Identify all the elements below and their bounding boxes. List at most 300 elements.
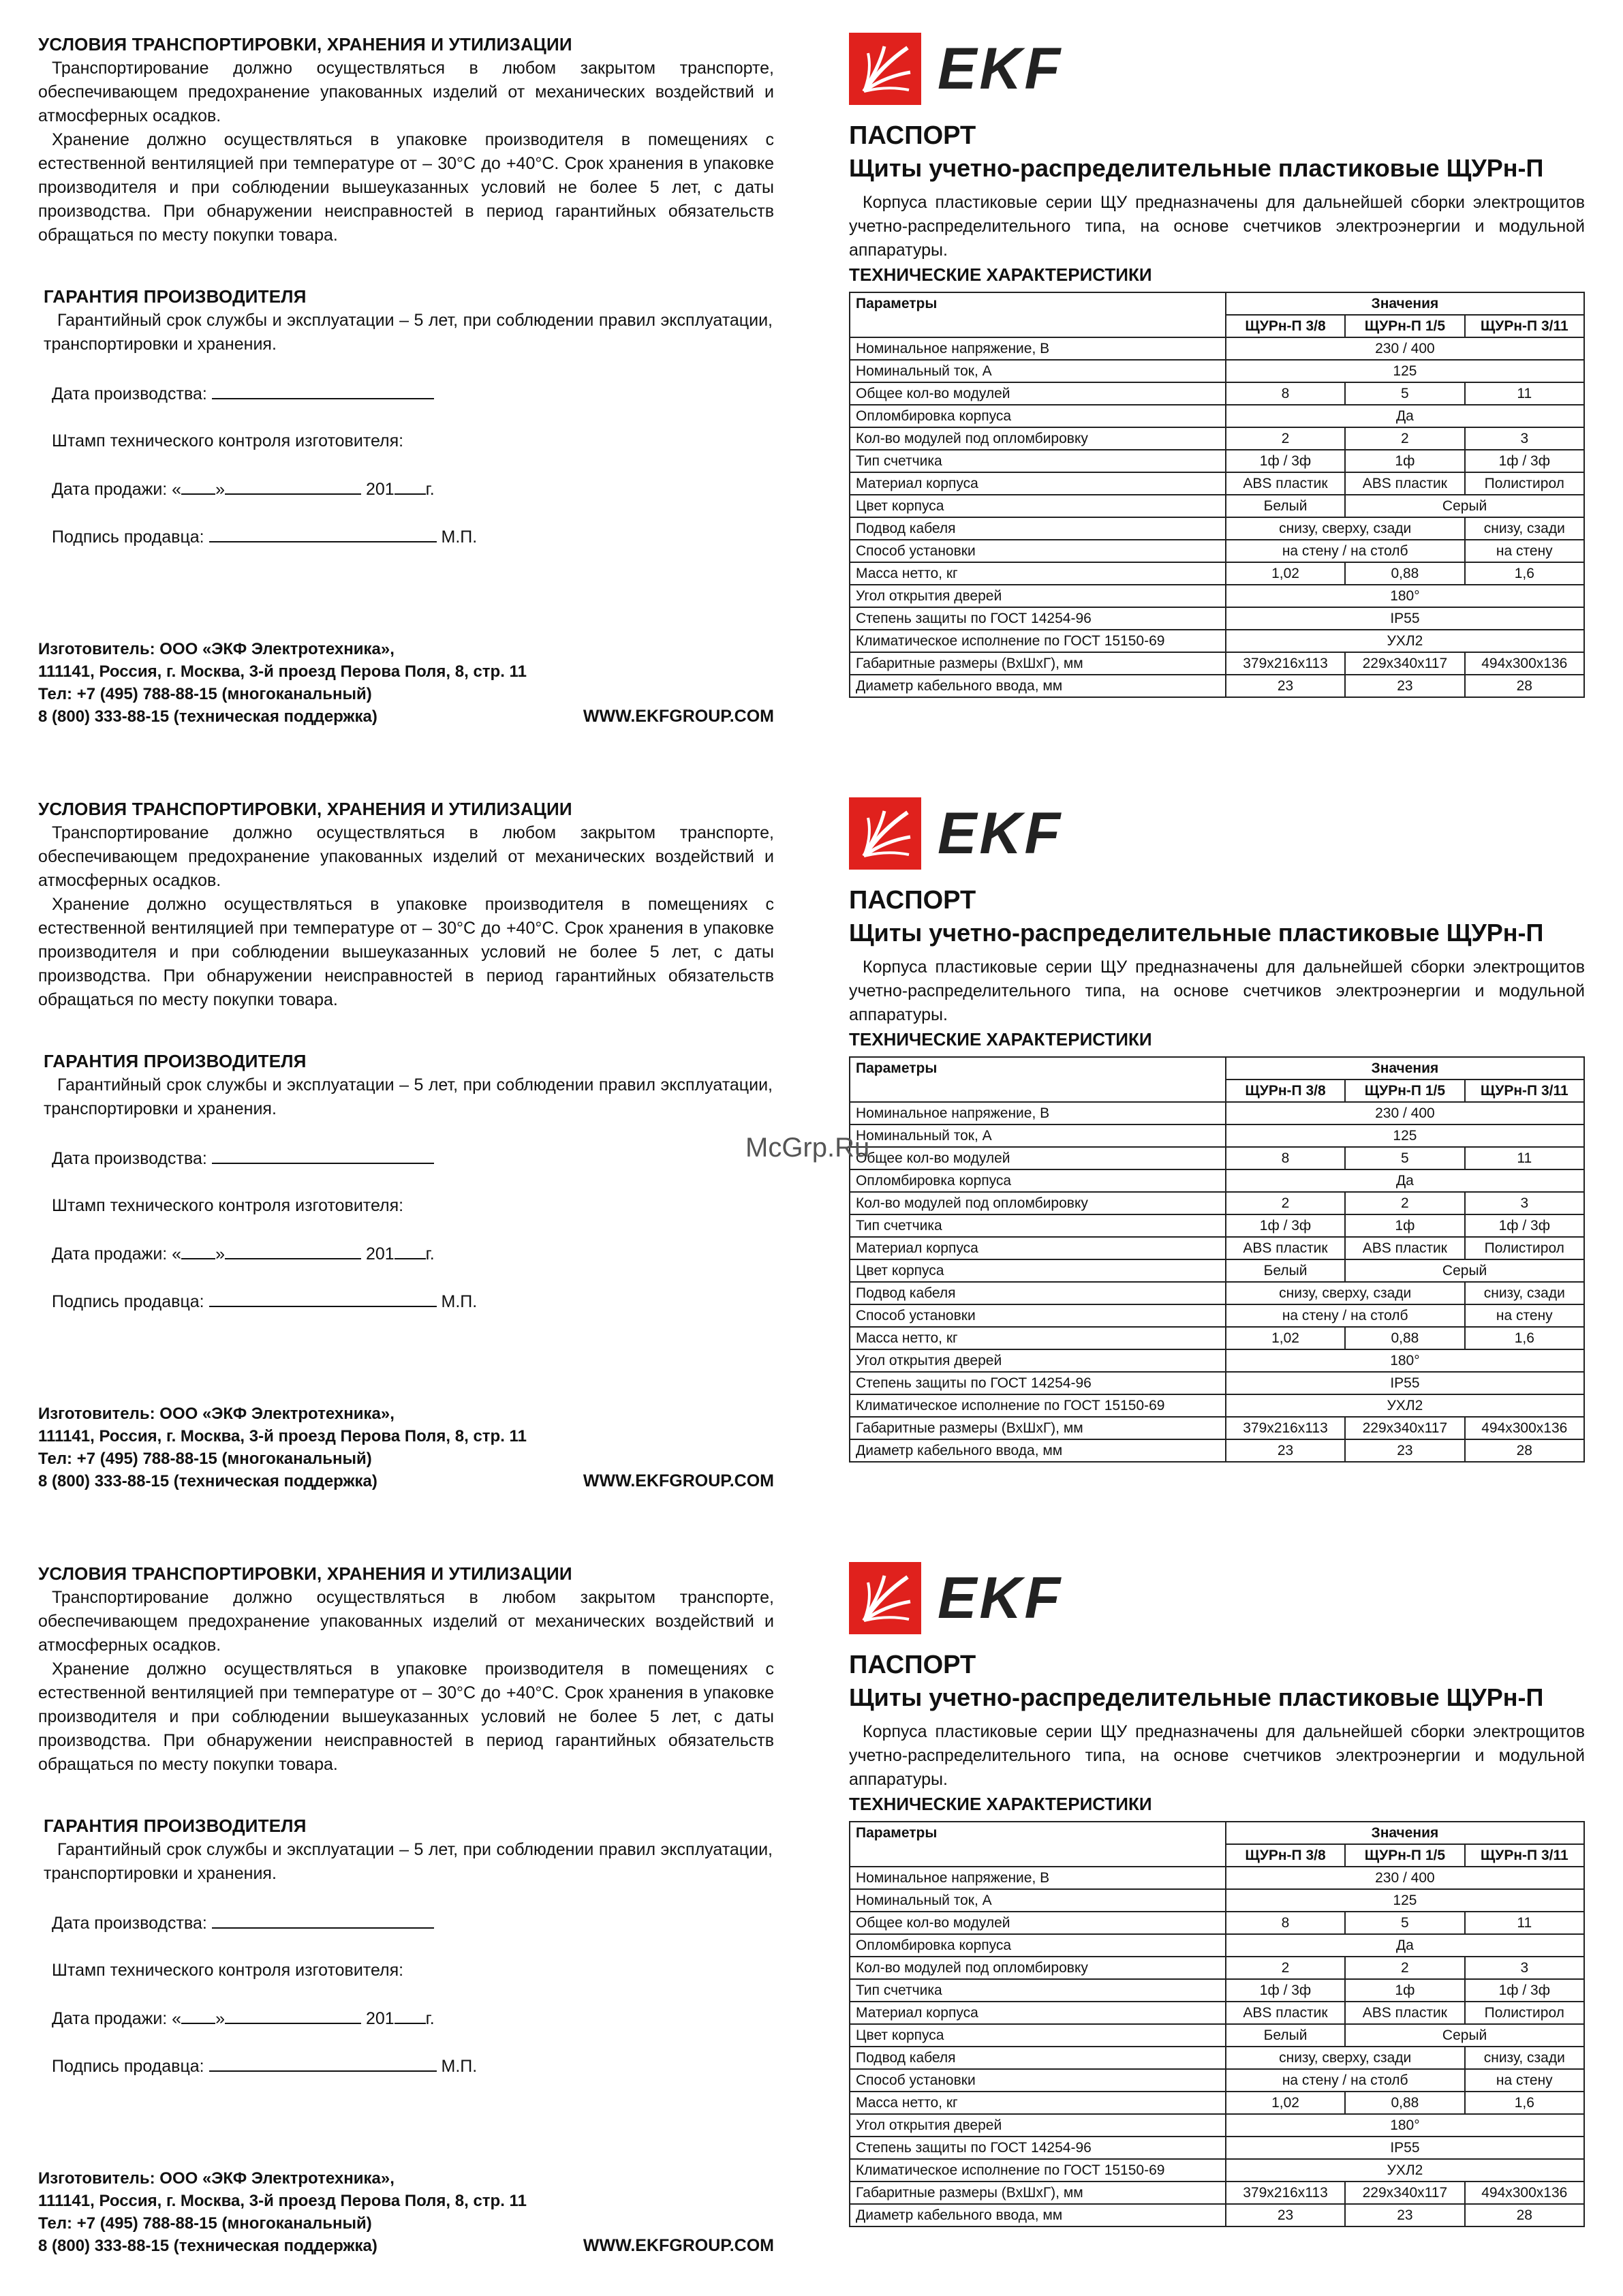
param-cell: Климатическое исполнение по ГОСТ 15150-69: [850, 630, 1226, 652]
manufacturer-line-2: 111141, Россия, г. Москва, 3-й проезд Перова Поля, 8, стр. 11: [38, 1427, 527, 1445]
param-cell: Степень защиты по ГОСТ 14254-96: [850, 1372, 1226, 1394]
website-link[interactable]: WWW.EKFGROUP.COM: [583, 1471, 774, 1490]
table-row: [850, 1237, 1584, 1259]
value-cell: на стену / на столб: [1226, 1304, 1465, 1327]
value-cell: 28: [1465, 675, 1584, 697]
table-row: [850, 2114, 1584, 2137]
production-date-field: [52, 382, 434, 406]
param-cell: Цвет корпуса: [850, 495, 1226, 517]
table-row: [850, 607, 1584, 630]
value-cell: на стену / на столб: [1226, 2069, 1465, 2092]
right-column: [849, 33, 1585, 741]
param-cell: Материал корпуса: [850, 472, 1226, 495]
value-cell: 1,6: [1465, 562, 1584, 585]
spec-table: [849, 1056, 1585, 1463]
signature-field: [52, 2054, 477, 2079]
guarantee-text: Гарантийный срок службы и эксплуатации – 5 лет, при соблюдении правил эксплуатации, транспортировки и хранения.: [44, 311, 773, 354]
value-cell: на стену: [1465, 2069, 1584, 2092]
manufacturer-block: [38, 1403, 774, 1493]
value-cell: снизу, сзади: [1465, 2047, 1584, 2069]
param-cell: Опломбировка корпуса: [850, 405, 1226, 427]
table-row: [850, 585, 1584, 607]
param-cell: Масса нетто, кг: [850, 562, 1226, 585]
value-cell: 11: [1465, 382, 1584, 405]
table-header-row: [850, 292, 1584, 315]
sale-month-line: [225, 2006, 361, 2024]
table-row: [850, 2069, 1584, 2092]
value-cell: 5: [1345, 1147, 1464, 1169]
param-cell: Угол открытия дверей: [850, 2114, 1226, 2137]
value-cell: 494x300x136: [1465, 1417, 1584, 1439]
value-cell: снизу, сверху, сзади: [1226, 1282, 1465, 1304]
table-row: [850, 652, 1584, 675]
value-cell: 379x216x113: [1226, 1417, 1345, 1439]
passport-copy: [0, 0, 1623, 765]
stamp-label: Штамп технического контроля изготовителя:: [52, 1961, 404, 1980]
production-date-label: Дата производства:: [52, 1914, 207, 1933]
value-cell: Полистирол: [1465, 1237, 1584, 1259]
value-cell: IP55: [1226, 1372, 1584, 1394]
value-cell: 379x216x113: [1226, 2182, 1345, 2204]
signature-label: Подпись продавца:: [52, 2057, 204, 2076]
value-cell: 1,02: [1226, 2092, 1345, 2114]
value-cell: снизу, сверху, сзади: [1226, 2047, 1465, 2069]
table-header-row: [850, 1057, 1584, 1080]
table-row: [850, 427, 1584, 450]
value-cell: ABS пластик: [1345, 472, 1464, 495]
value-cell: 11: [1465, 1912, 1584, 1934]
manufacturer-line-1: Изготовитель: ООО «ЭКФ Электротехника»,: [38, 2169, 395, 2188]
spec-table: [849, 292, 1585, 698]
sale-month-line: [225, 1242, 361, 1259]
stamp-label: Штамп технического контроля изготовителя:: [52, 1196, 404, 1215]
website-link[interactable]: WWW.EKFGROUP.COM: [583, 2236, 774, 2255]
value-cell: Белый: [1226, 2024, 1345, 2047]
param-cell: Номинальное напряжение, В: [850, 337, 1226, 360]
table-row: [850, 337, 1584, 360]
sale-date-field: [52, 477, 435, 502]
left-column: [38, 33, 774, 741]
manufacturer-line-2: 111141, Россия, г. Москва, 3-й проезд Перова Поля, 8, стр. 11: [38, 662, 527, 681]
value-cell: Белый: [1226, 1259, 1345, 1282]
value-cell: 5: [1345, 382, 1464, 405]
value-cell: 28: [1465, 1439, 1584, 1462]
value-cell: 2: [1226, 1192, 1345, 1214]
sale-day-line: [181, 1242, 215, 1259]
model-header: ЩУРн-П 3/11: [1465, 315, 1584, 337]
table-row: [850, 675, 1584, 697]
value-cell: Серый: [1345, 2024, 1584, 2047]
value-cell: 229x340x117: [1345, 1417, 1464, 1439]
transport-paragraph-2: Хранение должно осуществляться в упаковке производителя в помещениях с естественной вентиляцией при температуре от – 30°С до +40°С. Срок хранения в упаковке производителя и при соблюдении вышеуказанных условий не более 5 лет, с даты производства. При обнаружении неисправностей в период гарантийных обязательств обращаться по месту покупки товара.: [38, 130, 774, 245]
table-row: [850, 2204, 1584, 2226]
value-cell: 125: [1226, 1889, 1584, 1912]
sale-date-mid: »: [215, 1244, 225, 1264]
table-row: [850, 2024, 1584, 2047]
value-cell: 180°: [1226, 2114, 1584, 2137]
value-cell: на стену / на столб: [1226, 540, 1465, 562]
signature-line: [209, 1289, 437, 1307]
table-row: [850, 1192, 1584, 1214]
param-cell: Габаритные размеры (ВхШхГ), мм: [850, 2182, 1226, 2204]
sale-year-line: [395, 1242, 426, 1259]
transport-paragraph-1: Транспортирование должно осуществляться в любом закрытом транспорте, обеспечивающем предохранение упакованных изделий от механических воздействий и атмосферных осадков.: [38, 1588, 774, 1655]
value-cell: 1ф: [1345, 1979, 1464, 2002]
table-row: [850, 495, 1584, 517]
value-cell: 1,02: [1226, 562, 1345, 585]
sale-date-mid: »: [215, 480, 225, 499]
param-cell: Подвод кабеля: [850, 517, 1226, 540]
param-cell: Номинальный ток, А: [850, 1124, 1226, 1147]
param-cell: Общее кол-во модулей: [850, 1147, 1226, 1169]
sale-date-year: 201: [365, 2009, 395, 2028]
passport-subtitle: Щиты учетно-распределительные пластиковые ЩУРн-П: [849, 154, 1544, 182]
table-row: [850, 1912, 1584, 1934]
param-cell: Габаритные размеры (ВхШхГ), мм: [850, 652, 1226, 675]
param-cell: Материал корпуса: [850, 1237, 1226, 1259]
production-date-field: [52, 1911, 434, 1935]
table-row: [850, 1304, 1584, 1327]
website-link[interactable]: WWW.EKFGROUP.COM: [583, 707, 774, 726]
signature-field: [52, 525, 477, 549]
table-row: [850, 382, 1584, 405]
param-cell: Опломбировка корпуса: [850, 1169, 1226, 1192]
table-row: [850, 1327, 1584, 1349]
value-cell: ABS пластик: [1345, 2002, 1464, 2024]
value-cell: 229x340x117: [1345, 652, 1464, 675]
model-header: ЩУРн-П 3/11: [1465, 1844, 1584, 1867]
param-cell: Тип счетчика: [850, 450, 1226, 472]
value-cell: 5: [1345, 1912, 1464, 1934]
value-cell: 23: [1226, 1439, 1345, 1462]
tech-title: ТЕХНИЧЕСКИЕ ХАРАКТЕРИСТИКИ: [849, 264, 1152, 285]
model-header: ЩУРн-П 1/5: [1345, 315, 1464, 337]
table-row: [850, 2137, 1584, 2159]
table-row: [850, 1349, 1584, 1372]
manufacturer-line-1: Изготовитель: ООО «ЭКФ Электротехника»,: [38, 1405, 395, 1423]
param-cell: Диаметр кабельного ввода, мм: [850, 1439, 1226, 1462]
signature-line: [209, 525, 437, 542]
guarantee-text: Гарантийный срок службы и эксплуатации – 5 лет, при соблюдении правил эксплуатации, транспортировки и хранения.: [44, 1075, 773, 1118]
sale-date-suffix: г.: [425, 2009, 435, 2028]
table-row: [850, 1867, 1584, 1889]
passport-description: Корпуса пластиковые серии ЩУ предназначены для дальнейшей сборки электрощитов учетно-распределительного типа, на основе счетчиков электроэнергии и модульной аппаратуры.: [849, 1722, 1585, 1789]
manufacturer-block: [38, 638, 774, 728]
table-row: [850, 1169, 1584, 1192]
value-cell: 230 / 400: [1226, 1867, 1584, 1889]
value-cell: снизу, сверху, сзади: [1226, 517, 1465, 540]
table-row: [850, 1889, 1584, 1912]
guarantee-section: [44, 285, 773, 356]
manufacturer-line-4: 8 (800) 333-88-15 (техническая поддержка): [38, 707, 377, 726]
table-row: [850, 562, 1584, 585]
value-cell: 125: [1226, 1124, 1584, 1147]
stamp-label: Штамп технического контроля изготовителя:: [52, 431, 404, 450]
passport-subtitle: Щиты учетно-распределительные пластиковые ЩУРн-П: [849, 1683, 1544, 1711]
manufacturer-block: [38, 2167, 774, 2257]
param-cell: Номинальный ток, А: [850, 1889, 1226, 1912]
param-cell: Кол-во модулей под опломбировку: [850, 427, 1226, 450]
value-cell: 1ф / 3ф: [1226, 450, 1345, 472]
value-cell: ABS пластик: [1226, 1237, 1345, 1259]
ekf-logo-text: EKF: [938, 801, 1063, 866]
mp-label: М.П.: [441, 2057, 478, 2076]
value-cell: Серый: [1345, 495, 1584, 517]
param-cell: Габаритные размеры (ВхШхГ), мм: [850, 1417, 1226, 1439]
production-date-line: [212, 1146, 434, 1164]
table-row: [850, 517, 1584, 540]
value-cell: снизу, сзади: [1465, 517, 1584, 540]
table-row: [850, 630, 1584, 652]
value-cell: 2: [1345, 1957, 1464, 1979]
table-row: [850, 1372, 1584, 1394]
header-params: Параметры: [850, 1057, 1226, 1102]
value-cell: ABS пластик: [1226, 2002, 1345, 2024]
value-cell: 1ф: [1345, 1214, 1464, 1237]
value-cell: 23: [1345, 1439, 1464, 1462]
param-cell: Номинальный ток, А: [850, 360, 1226, 382]
sale-year-line: [395, 477, 426, 495]
ekf-logo-icon: [849, 33, 921, 105]
param-cell: Тип счетчика: [850, 1979, 1226, 2002]
value-cell: 2: [1226, 427, 1345, 450]
param-cell: Масса нетто, кг: [850, 2092, 1226, 2114]
model-header: ЩУРн-П 1/5: [1345, 1080, 1464, 1102]
value-cell: УХЛ2: [1226, 630, 1584, 652]
transport-paragraph-1: Транспортирование должно осуществляться в любом закрытом транспорте, обеспечивающем предохранение упакованных изделий от механических воздействий и атмосферных осадков.: [38, 59, 774, 125]
param-cell: Угол открытия дверей: [850, 1349, 1226, 1372]
param-cell: Способ установки: [850, 1304, 1226, 1327]
sale-date-year: 201: [365, 480, 395, 499]
value-cell: на стену: [1465, 1304, 1584, 1327]
value-cell: 2: [1345, 1192, 1464, 1214]
right-column: [849, 1562, 1585, 2271]
sale-date-prefix: Дата продажи: «: [52, 2009, 182, 2028]
value-cell: 1,02: [1226, 1327, 1345, 1349]
transport-paragraph-1: Транспортирование должно осуществляться в любом закрытом транспорте, обеспечивающем предохранение упакованных изделий от механических воздействий и атмосферных осадков.: [38, 823, 774, 890]
table-row: [850, 1147, 1584, 1169]
table-row: [850, 1214, 1584, 1237]
sale-month-line: [225, 477, 361, 495]
passport-copy: [0, 1529, 1623, 2294]
value-cell: снизу, сзади: [1465, 1282, 1584, 1304]
header-values: Значения: [1226, 292, 1584, 315]
manufacturer-line-2: 111141, Россия, г. Москва, 3-й проезд Перова Поля, 8, стр. 11: [38, 2192, 527, 2210]
header-values: Значения: [1226, 1057, 1584, 1080]
value-cell: Да: [1226, 1934, 1584, 1957]
production-date-label: Дата производства:: [52, 1149, 207, 1168]
param-cell: Номинальное напряжение, В: [850, 1102, 1226, 1124]
signature-field: [52, 1289, 477, 1314]
value-cell: 180°: [1226, 585, 1584, 607]
param-cell: Угол открытия дверей: [850, 585, 1226, 607]
table-row: [850, 450, 1584, 472]
param-cell: Общее кол-во модулей: [850, 1912, 1226, 1934]
param-cell: Диаметр кабельного ввода, мм: [850, 2204, 1226, 2226]
value-cell: 180°: [1226, 1349, 1584, 1372]
model-header: ЩУРн-П 3/8: [1226, 315, 1345, 337]
value-cell: 1ф: [1345, 450, 1464, 472]
right-column: [849, 797, 1585, 1506]
stamp-field: [52, 1959, 403, 1983]
sale-date-prefix: Дата продажи: «: [52, 1244, 182, 1264]
model-header: ЩУРн-П 3/8: [1226, 1080, 1345, 1102]
param-cell: Способ установки: [850, 540, 1226, 562]
value-cell: 11: [1465, 1147, 1584, 1169]
passport-title: ПАСПОРТ: [849, 121, 976, 150]
passport-description: Корпуса пластиковые серии ЩУ предназначены для дальнейшей сборки электрощитов учетно-распределительного типа, на основе счетчиков электроэнергии и модульной аппаратуры.: [849, 193, 1585, 260]
value-cell: 2: [1345, 427, 1464, 450]
sale-date-mid: »: [215, 2009, 225, 2028]
value-cell: 125: [1226, 360, 1584, 382]
value-cell: Полистирол: [1465, 472, 1584, 495]
table-row: [850, 1394, 1584, 1417]
sale-year-line: [395, 2006, 426, 2024]
value-cell: 28: [1465, 2204, 1584, 2226]
value-cell: 0,88: [1345, 2092, 1464, 2114]
transport-title: УСЛОВИЯ ТРАНСПОРТИРОВКИ, ХРАНЕНИЯ И УТИЛИЗАЦИИ: [38, 1563, 572, 1584]
value-cell: 1ф / 3ф: [1226, 1979, 1345, 2002]
value-cell: Белый: [1226, 495, 1345, 517]
table-row: [850, 2182, 1584, 2204]
value-cell: 23: [1345, 2204, 1464, 2226]
tech-title: ТЕХНИЧЕСКИЕ ХАРАКТЕРИСТИКИ: [849, 1029, 1152, 1050]
sale-date-suffix: г.: [425, 1244, 435, 1264]
stamp-field: [52, 1194, 403, 1218]
passport-subtitle: Щиты учетно-распределительные пластиковые ЩУРн-П: [849, 919, 1544, 947]
param-cell: Кол-во модулей под опломбировку: [850, 1957, 1226, 1979]
stamp-field: [52, 429, 403, 453]
param-cell: Масса нетто, кг: [850, 1327, 1226, 1349]
ekf-logo-icon: [849, 1562, 921, 1634]
value-cell: IP55: [1226, 2137, 1584, 2159]
table-row: [850, 2002, 1584, 2024]
value-cell: 23: [1226, 2204, 1345, 2226]
sale-date-field: [52, 2006, 435, 2031]
param-cell: Цвет корпуса: [850, 1259, 1226, 1282]
param-cell: Подвод кабеля: [850, 1282, 1226, 1304]
value-cell: 379x216x113: [1226, 652, 1345, 675]
value-cell: ABS пластик: [1226, 472, 1345, 495]
value-cell: 0,88: [1345, 1327, 1464, 1349]
guarantee-title: ГАРАНТИЯ ПРОИЗВОДИТЕЛЯ: [44, 1051, 307, 1071]
param-cell: Опломбировка корпуса: [850, 1934, 1226, 1957]
passport-title: ПАСПОРТ: [849, 886, 976, 915]
table-row: [850, 1979, 1584, 2002]
value-cell: 1ф / 3ф: [1465, 1214, 1584, 1237]
value-cell: УХЛ2: [1226, 1394, 1584, 1417]
value-cell: 494x300x136: [1465, 2182, 1584, 2204]
param-cell: Номинальное напряжение, В: [850, 1867, 1226, 1889]
value-cell: 230 / 400: [1226, 1102, 1584, 1124]
value-cell: Полистирол: [1465, 2002, 1584, 2024]
value-cell: 1ф / 3ф: [1465, 1979, 1584, 2002]
manufacturer-line-3: Тел: +7 (495) 788-88-15 (многоканальный): [38, 1450, 372, 1468]
signature-label: Подпись продавца:: [52, 1292, 204, 1311]
sale-date-prefix: Дата продажи: «: [52, 480, 182, 499]
table-row: [850, 2159, 1584, 2182]
value-cell: 230 / 400: [1226, 337, 1584, 360]
ekf-logo-text: EKF: [938, 1565, 1063, 1631]
manufacturer-line-3: Тел: +7 (495) 788-88-15 (многоканальный): [38, 685, 372, 703]
value-cell: 3: [1465, 427, 1584, 450]
manufacturer-line-4: 8 (800) 333-88-15 (техническая поддержка): [38, 1472, 377, 1490]
mp-label: М.П.: [441, 1292, 478, 1311]
production-date-field: [52, 1146, 434, 1171]
value-cell: 8: [1226, 1147, 1345, 1169]
param-cell: Кол-во модулей под опломбировку: [850, 1192, 1226, 1214]
value-cell: Серый: [1345, 1259, 1584, 1282]
guarantee-text: Гарантийный срок службы и эксплуатации – 5 лет, при соблюдении правил эксплуатации, транспортировки и хранения.: [44, 1840, 773, 1883]
value-cell: 229x340x117: [1345, 2182, 1464, 2204]
param-cell: Материал корпуса: [850, 2002, 1226, 2024]
transport-title: УСЛОВИЯ ТРАНСПОРТИРОВКИ, ХРАНЕНИЯ И УТИЛИЗАЦИИ: [38, 34, 572, 55]
value-cell: ABS пластик: [1345, 1237, 1464, 1259]
production-date-label: Дата производства:: [52, 384, 207, 403]
value-cell: Да: [1226, 1169, 1584, 1192]
table-row: [850, 1957, 1584, 1979]
table-row: [850, 1417, 1584, 1439]
value-cell: на стену: [1465, 540, 1584, 562]
value-cell: УХЛ2: [1226, 2159, 1584, 2182]
value-cell: 3: [1465, 1957, 1584, 1979]
param-cell: Степень защиты по ГОСТ 14254-96: [850, 2137, 1226, 2159]
sale-day-line: [181, 477, 215, 495]
manufacturer-line-3: Тел: +7 (495) 788-88-15 (многоканальный): [38, 2214, 372, 2233]
table-row: [850, 405, 1584, 427]
table-row: [850, 472, 1584, 495]
ekf-logo: [849, 797, 1081, 872]
value-cell: 0,88: [1345, 562, 1464, 585]
table-row: [850, 1259, 1584, 1282]
model-header: ЩУРн-П 3/11: [1465, 1080, 1584, 1102]
transport-title: УСЛОВИЯ ТРАНСПОРТИРОВКИ, ХРАНЕНИЯ И УТИЛИЗАЦИИ: [38, 799, 572, 819]
header-params: Параметры: [850, 292, 1226, 337]
table-row: [850, 1934, 1584, 1957]
value-cell: 23: [1345, 675, 1464, 697]
production-date-line: [212, 382, 434, 399]
value-cell: IP55: [1226, 607, 1584, 630]
table-row: [850, 540, 1584, 562]
param-cell: Цвет корпуса: [850, 2024, 1226, 2047]
manufacturer-line-4: 8 (800) 333-88-15 (техническая поддержка): [38, 2237, 377, 2255]
param-cell: Климатическое исполнение по ГОСТ 15150-69: [850, 2159, 1226, 2182]
param-cell: Общее кол-во модулей: [850, 382, 1226, 405]
ekf-logo: [849, 33, 1081, 108]
mp-label: М.П.: [441, 527, 478, 547]
sale-date-year: 201: [365, 1244, 395, 1264]
value-cell: 494x300x136: [1465, 652, 1584, 675]
signature-label: Подпись продавца:: [52, 527, 204, 547]
guarantee-title: ГАРАНТИЯ ПРОИЗВОДИТЕЛЯ: [44, 1816, 307, 1836]
guarantee-title: ГАРАНТИЯ ПРОИЗВОДИТЕЛЯ: [44, 286, 307, 307]
param-cell: Степень защиты по ГОСТ 14254-96: [850, 607, 1226, 630]
value-cell: 8: [1226, 382, 1345, 405]
value-cell: 1ф / 3ф: [1465, 450, 1584, 472]
ekf-logo: [849, 1562, 1081, 1637]
guarantee-section: [44, 1814, 773, 1886]
signature-line: [209, 2054, 437, 2072]
value-cell: 23: [1226, 675, 1345, 697]
table-row: [850, 360, 1584, 382]
table-row: [850, 1124, 1584, 1147]
param-cell: Подвод кабеля: [850, 2047, 1226, 2069]
table-row: [850, 2047, 1584, 2069]
table-row: [850, 1439, 1584, 1462]
value-cell: 1ф / 3ф: [1226, 1214, 1345, 1237]
passport-description: Корпуса пластиковые серии ЩУ предназначены для дальнейшей сборки электрощитов учетно-распределительного типа, на основе счетчиков электроэнергии и модульной аппаратуры.: [849, 958, 1585, 1024]
ekf-logo-icon: [849, 797, 921, 870]
